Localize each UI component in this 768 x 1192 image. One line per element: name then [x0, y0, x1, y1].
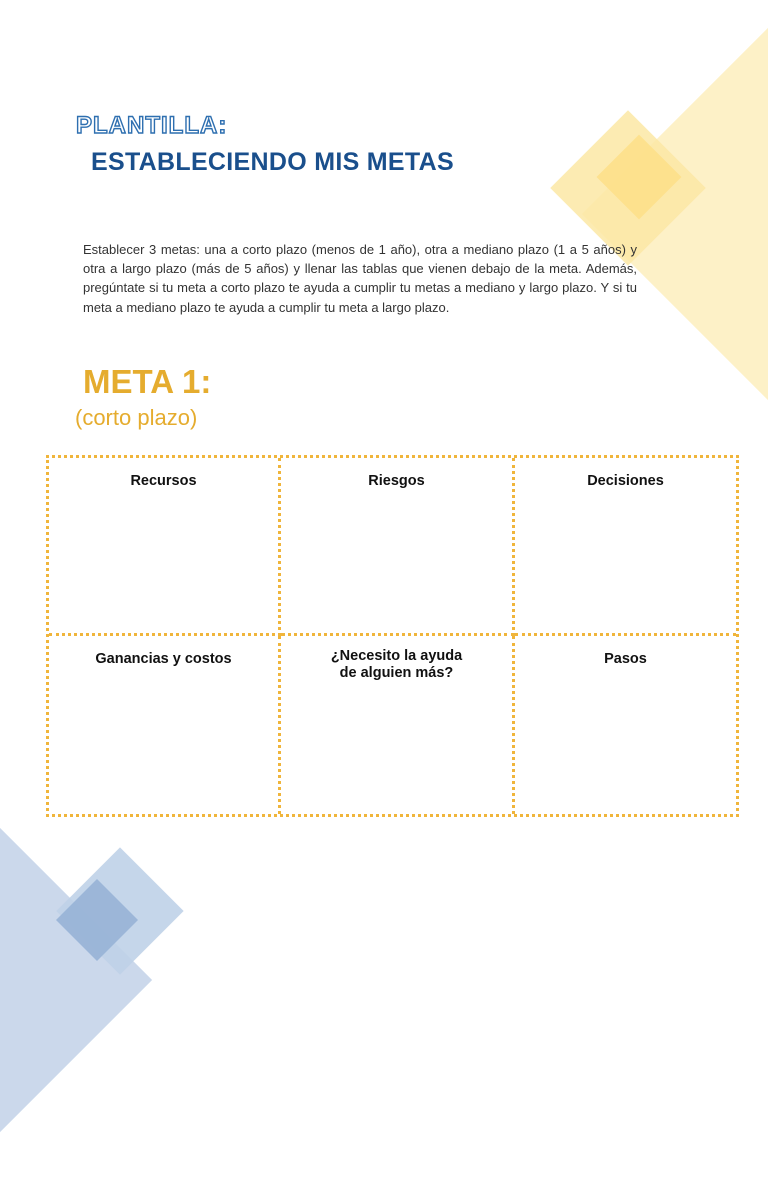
template-label: PLANTILLA: [76, 112, 228, 139]
goal-title: META 1: [83, 363, 212, 400]
page-title: ESTABLECIENDO MIS METAS [91, 148, 454, 176]
goal-subtitle: (corto plazo) [75, 405, 198, 430]
cell-label-steps: Pasos [604, 651, 647, 667]
cell-risks[interactable] [281, 458, 515, 636]
goal-planning-table [46, 455, 739, 817]
cell-label-gains-and-costs: Ganancias y costos [95, 651, 232, 667]
cell-label-risks: Riesgos [368, 473, 425, 489]
cell-resources[interactable] [49, 458, 281, 636]
cell-label-need-help: ¿Necesito la ayuda de alguien más? [330, 648, 463, 681]
decorative-blue-diamond-large [0, 768, 152, 1192]
cell-label-decisions: Decisiones [587, 473, 664, 489]
cell-label-resources: Recursos [130, 473, 197, 489]
cell-decisions[interactable] [515, 458, 736, 636]
cell-steps[interactable] [515, 636, 736, 814]
cell-gains-and-costs[interactable] [49, 636, 281, 814]
instructions-paragraph: Establecer 3 metas: una a corto plazo (menos de 1 año), otra a mediano plazo (1 a 5 años) y otra a largo plazo (más de 5 años) y llenar las tablas que vienen debajo de la meta. Además, pregúntate si tu meta a corto plazo te ayuda a cumplir tu metas a mediano y largo plazo. Y si tu meta a mediano plazo te ayuda a cumplir tu meta a largo plazo. [83, 242, 637, 315]
cell-need-help[interactable] [281, 636, 515, 814]
